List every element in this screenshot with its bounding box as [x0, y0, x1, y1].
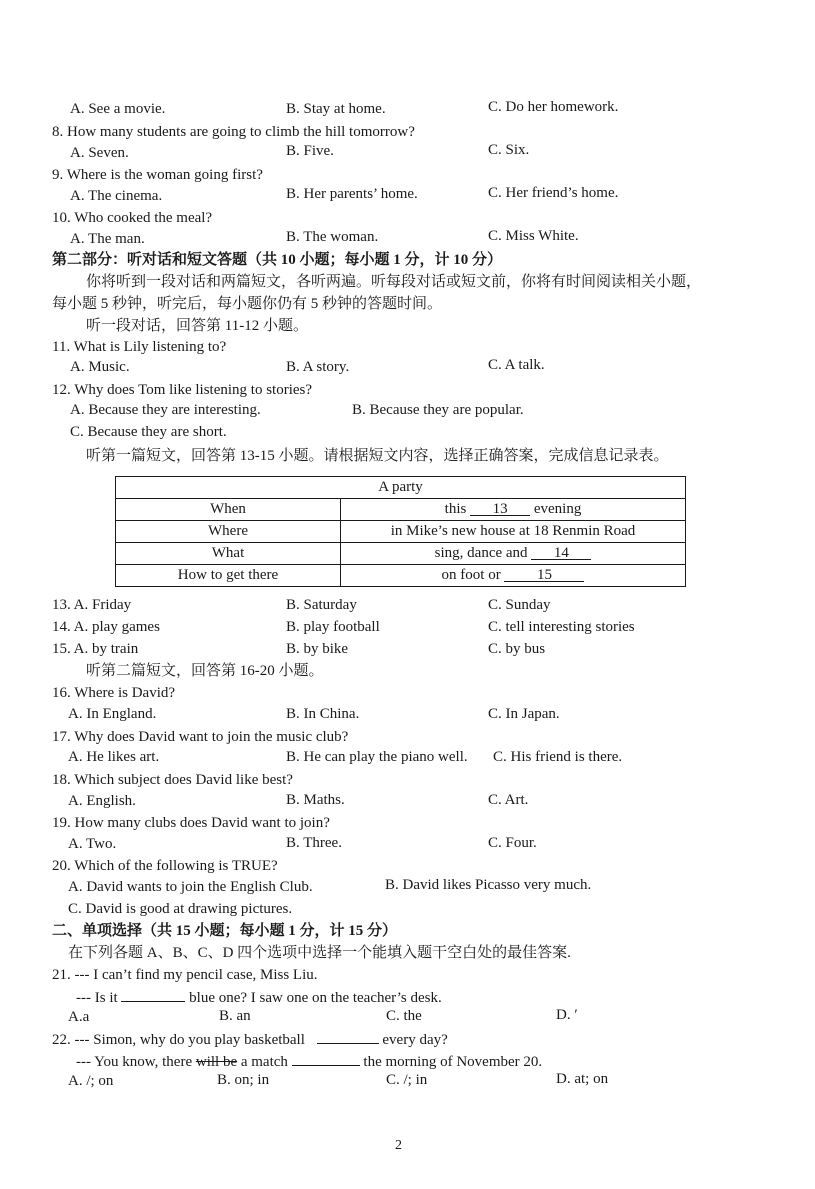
table-row [116, 521, 686, 543]
row-value [341, 565, 686, 587]
q16-option-b: B. In China. [286, 706, 360, 722]
q19-option-b: B. Three. [286, 835, 342, 851]
row-value [341, 543, 686, 565]
table-row [116, 499, 686, 521]
q17-question: 17. Why does David want to join the music club? [52, 729, 349, 745]
q21-option-b: B. an [219, 1008, 251, 1024]
q22-option-b: B. on; in [217, 1072, 270, 1088]
q22-line1 [52, 1029, 448, 1050]
table-title: A party [116, 477, 686, 499]
q12-option-b: B. Because they are popular. [352, 402, 524, 418]
q19-question: 19. How many clubs does David want to join? [52, 815, 330, 831]
q22-line2-mid: a match [240, 1054, 288, 1070]
q18-option-c: C. Art. [488, 792, 529, 808]
party-info-table [115, 476, 686, 587]
q14-option-b: B. play football [286, 619, 380, 635]
passage1-intro: 听第一篇短文，回答第 13-15 小题。请根据短文内容，选择正确答案，完成信息记录表。 [86, 448, 669, 464]
row-value [341, 499, 686, 521]
blank-13: 13 [470, 501, 530, 516]
q13-option-a: 13. A. Friday [52, 597, 132, 613]
q22-line2-prefix: --- You know, there [76, 1054, 193, 1070]
q20-question: 20. Which of the following is TRUE? [52, 858, 278, 874]
row-label: When [116, 499, 341, 521]
q14-option-c: C. tell interesting stories [488, 619, 635, 635]
q10-option-c: C. Miss White. [488, 228, 579, 244]
q13-option-b: B. Saturday [286, 597, 357, 613]
q16-option-a: A. In England. [68, 706, 157, 722]
q17-option-b: B. He can play the piano well. [286, 749, 468, 765]
dialog-intro: 听一段对话，回答第 11-12 小题。 [86, 318, 308, 334]
q11-question: 11. What is Lily listening to? [52, 339, 227, 355]
value-prefix: sing, dance and [434, 545, 528, 561]
q21-prefix: --- Is it [76, 990, 118, 1006]
q17-option-c: C. His friend is there. [493, 749, 623, 765]
part2-instruction-line1: 你将听到一段对话和两篇短文，各听两遍。听每段对话或短文前，你将有时间阅读相关小题， [86, 274, 702, 290]
table-row [116, 565, 686, 587]
q21-line2 [76, 987, 442, 1008]
q15-option-c: C. by bus [488, 641, 546, 657]
table-row [116, 543, 686, 565]
q11-option-c: C. A talk. [488, 357, 545, 373]
q7-option-b: B. Stay at home. [286, 101, 386, 117]
q11-option-b: B. A story. [286, 359, 350, 375]
q19-option-a: A. Two. [68, 836, 117, 852]
row-label: How to get there [116, 565, 341, 587]
q20-option-a: A. David wants to join the English Club. [68, 879, 313, 895]
q12-question: 12. Why does Tom like listening to stories? [52, 382, 313, 398]
q14-option-a: 14. A. play games [52, 619, 160, 635]
q7-option-c: C. Do her homework. [488, 99, 619, 115]
q21-line1: 21. --- I can’t find my pencil case, Miss Liu. [52, 967, 318, 983]
q15-option-b: B. by bike [286, 641, 349, 657]
q12-option-a: A. Because they are interesting. [70, 402, 261, 418]
q22-prefix: 22. --- Simon, why do you play basketball [52, 1032, 305, 1048]
blank-14: 14 [531, 545, 591, 560]
q20-option-c: C. David is good at drawing pictures. [68, 901, 293, 917]
q9-option-a: A. The cinema. [70, 188, 163, 204]
q22-blank-2 [292, 1051, 360, 1066]
q22-suffix: every day? [382, 1032, 448, 1048]
q9-option-b: B. Her parents’ home. [286, 186, 418, 202]
q9-question: 9. Where is the woman going first? [52, 167, 263, 183]
q8-question: 8. How many students are going to climb the hill tomorrow? [52, 124, 415, 140]
section2-heading: 二、单项选择（共 15 小题；每小题 1 分，计 15 分） [52, 923, 398, 939]
q21-option-d: D. ′ [556, 1007, 578, 1023]
q15-option-a: 15. A. by train [52, 641, 139, 657]
q7-option-a: A. See a movie. [70, 101, 166, 117]
value-prefix: on foot or [441, 567, 501, 583]
q21-option-a: A.a [68, 1009, 90, 1025]
row-value: in Mike’s new house at 18 Renmin Road [341, 521, 686, 543]
q10-option-b: B. The woman. [286, 229, 379, 245]
q8-option-b: B. Five. [286, 143, 334, 159]
q22-struck-text: will be [195, 1054, 238, 1070]
q22-option-c: C. /; in [386, 1072, 428, 1088]
part2-instruction-line2: 每小题 5 秒钟，听完后，每小题你仍有 5 秒钟的答题时间。 [52, 296, 443, 312]
q12-option-c: C. Because they are short. [70, 424, 227, 440]
row-label: What [116, 543, 341, 565]
section2-instruction: 在下列各题 A、B、C、D 四个选项中选择一个能填入题干空白处的最佳答案. [68, 945, 571, 961]
q18-option-b: B. Maths. [286, 792, 345, 808]
q10-question: 10. Who cooked the meal? [52, 210, 213, 226]
q19-option-c: C. Four. [488, 835, 537, 851]
q13-option-c: C. Sunday [488, 597, 551, 613]
q17-option-a: A. He likes art. [68, 749, 160, 765]
q10-option-a: A. The man. [70, 231, 145, 247]
q8-option-c: C. Six. [488, 142, 530, 158]
part2-heading: 第二部分：听对话和短文答题（共 10 小题；每小题 1 分，计 10 分） [52, 252, 503, 268]
q9-option-c: C. Her friend’s home. [488, 185, 619, 201]
page-number: 2 [395, 1138, 402, 1153]
q8-option-a: A. Seven. [70, 145, 129, 161]
q18-option-a: A. English. [68, 793, 136, 809]
q16-option-c: C. In Japan. [488, 706, 560, 722]
q11-option-a: A. Music. [70, 359, 130, 375]
q22-blank-1 [317, 1029, 379, 1044]
q20-option-b: B. David likes Picasso very much. [385, 877, 592, 893]
q21-option-c: C. the [386, 1008, 422, 1024]
row-label: Where [116, 521, 341, 543]
value-suffix: evening [533, 501, 582, 517]
passage2-intro: 听第二篇短文，回答第 16-20 小题。 [86, 663, 324, 679]
q22-line2 [76, 1051, 542, 1072]
blank-15: 15 [504, 567, 584, 582]
q22-option-a: A. /; on [68, 1073, 114, 1089]
value-prefix: this [444, 501, 467, 517]
q21-suffix: blue one? I saw one on the teacher’s desk. [189, 990, 442, 1006]
q22-option-d: D. at; on [556, 1071, 609, 1087]
q16-question: 16. Where is David? [52, 685, 176, 701]
q22-line2-suffix: the morning of November 20. [363, 1054, 543, 1070]
q21-blank [121, 987, 185, 1002]
q18-question: 18. Which subject does David like best? [52, 772, 293, 788]
